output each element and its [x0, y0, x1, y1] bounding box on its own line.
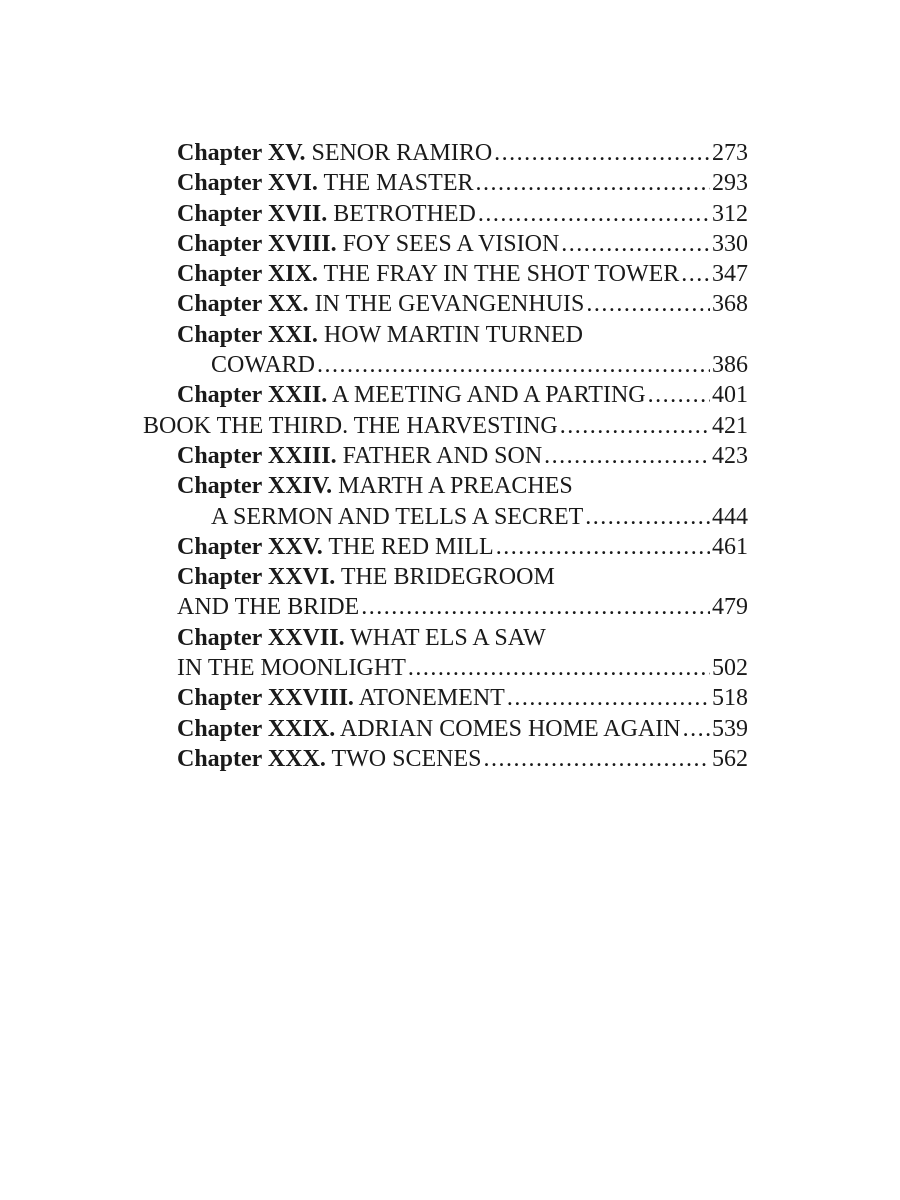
- toc-entry[interactable]: [0, 441, 900, 471]
- dot-leader: [361, 592, 710, 622]
- chapter-title: THE MASTER: [323, 170, 474, 197]
- chapter-title: SENOR RAMIRO: [311, 140, 493, 166]
- dot-leader: [475, 168, 710, 198]
- chapter-number: Chapter XV.: [177, 140, 306, 166]
- page-number: 293: [712, 170, 748, 197]
- chapter-number: Chapter XX.: [177, 291, 309, 318]
- page-number: 401: [712, 382, 748, 409]
- dot-leader: [494, 138, 710, 168]
- toc-entry[interactable]: [0, 259, 900, 289]
- dot-leader: [586, 289, 710, 319]
- chapter-title-continued: IN THE MOONLIGHT: [177, 655, 406, 682]
- dot-leader: [317, 350, 710, 380]
- chapter-title: THE FRAY IN THE SHOT TOWER: [323, 261, 680, 288]
- chapter-number: Chapter XXIV.: [177, 473, 333, 500]
- chapter-title: HOW MARTIN TURNED: [323, 321, 583, 348]
- toc-entry[interactable]: [0, 138, 900, 168]
- dot-leader: [560, 411, 710, 441]
- dot-leader: [561, 229, 710, 259]
- chapter-title: WHAT ELS A SAW: [350, 624, 546, 651]
- chapter-title-continued: COWARD: [211, 352, 316, 379]
- dot-leader: [478, 199, 710, 229]
- book-title: BOOK THE THIRD. THE HARVESTING: [143, 412, 558, 439]
- dot-leader: [408, 653, 710, 683]
- toc-entry[interactable]: [0, 623, 900, 653]
- page-number: 461: [712, 533, 748, 560]
- dot-leader: [585, 502, 710, 532]
- chapter-number: Chapter XXX.: [177, 745, 326, 772]
- toc-entry[interactable]: [0, 289, 900, 319]
- dot-leader: [683, 714, 710, 744]
- chapter-title: THE RED MILL: [328, 533, 494, 560]
- toc-entry[interactable]: [0, 744, 900, 774]
- chapter-number: Chapter XVII.: [177, 200, 328, 227]
- toc-entry[interactable]: [0, 380, 900, 410]
- toc-entry[interactable]: [0, 683, 900, 713]
- toc-entry[interactable]: [0, 168, 900, 198]
- chapter-number: Chapter XXV.: [177, 533, 323, 560]
- toc-entry[interactable]: [0, 229, 900, 259]
- page-number: 386: [712, 352, 748, 379]
- toc-entry-continuation[interactable]: [0, 350, 900, 380]
- toc-entry-continuation[interactable]: [0, 592, 900, 622]
- chapter-title: TWO SCENES: [331, 745, 482, 772]
- chapter-title: ATONEMENT: [358, 685, 505, 712]
- chapter-title: BETROTHED: [333, 200, 476, 227]
- toc-entry[interactable]: [0, 562, 900, 592]
- toc-entry-continuation[interactable]: [0, 502, 900, 532]
- table-of-contents: [0, 138, 900, 774]
- page-number: 518: [712, 685, 748, 712]
- chapter-title: A MEETING AND A PARTING: [331, 382, 646, 409]
- toc-entry[interactable]: [0, 199, 900, 229]
- dot-leader: [496, 532, 710, 562]
- page-number: 368: [712, 291, 748, 318]
- page-number: 539: [712, 715, 748, 742]
- page-number: 423: [712, 442, 748, 469]
- page-number: 347: [712, 261, 748, 288]
- page-number: 444: [712, 503, 748, 530]
- chapter-title: ADRIAN COMES HOME AGAIN: [339, 715, 681, 742]
- chapter-title: THE BRIDEGROOM: [340, 564, 555, 591]
- dot-leader: [507, 683, 710, 713]
- dot-leader: [681, 259, 710, 289]
- chapter-title-continued: A SERMON AND TELLS A SECRET: [211, 503, 584, 530]
- chapter-title: MARTH A PREACHES: [338, 473, 573, 500]
- chapter-title-continued: AND THE BRIDE: [177, 594, 360, 621]
- page-number: 421: [712, 412, 748, 439]
- chapter-number: Chapter XXIX.: [177, 715, 336, 742]
- chapter-number: Chapter XXI.: [177, 321, 318, 348]
- chapter-number: Chapter XXVI.: [177, 564, 336, 591]
- page-number: 312: [712, 200, 748, 227]
- page-number: 502: [712, 655, 748, 682]
- chapter-title: FOY SEES A VISION: [342, 230, 560, 257]
- page-number: 562: [712, 745, 748, 772]
- page-number: 330: [712, 230, 748, 257]
- chapter-title: IN THE GEVANGENHUIS: [314, 291, 585, 318]
- toc-book-entry[interactable]: [0, 411, 900, 441]
- chapter-number: Chapter XXII.: [177, 382, 328, 409]
- chapter-title: FATHER AND SON: [342, 442, 543, 469]
- dot-leader: [483, 744, 710, 774]
- chapter-number: Chapter XXVIII.: [177, 685, 354, 712]
- toc-entry[interactable]: [0, 714, 900, 744]
- toc-entry[interactable]: [0, 471, 900, 501]
- chapter-number: Chapter XXVII.: [177, 624, 345, 651]
- chapter-number: Chapter XVI.: [177, 170, 318, 197]
- dot-leader: [648, 380, 710, 410]
- chapter-number: Chapter XXIII.: [177, 442, 337, 469]
- page-number: 273: [712, 140, 748, 166]
- chapter-number: Chapter XIX.: [177, 261, 318, 288]
- page-number: 479: [712, 594, 748, 621]
- toc-entry[interactable]: [0, 320, 900, 350]
- toc-entry[interactable]: [0, 532, 900, 562]
- toc-entry-continuation[interactable]: [0, 653, 900, 683]
- dot-leader: [544, 441, 710, 471]
- chapter-number: Chapter XVIII.: [177, 230, 337, 257]
